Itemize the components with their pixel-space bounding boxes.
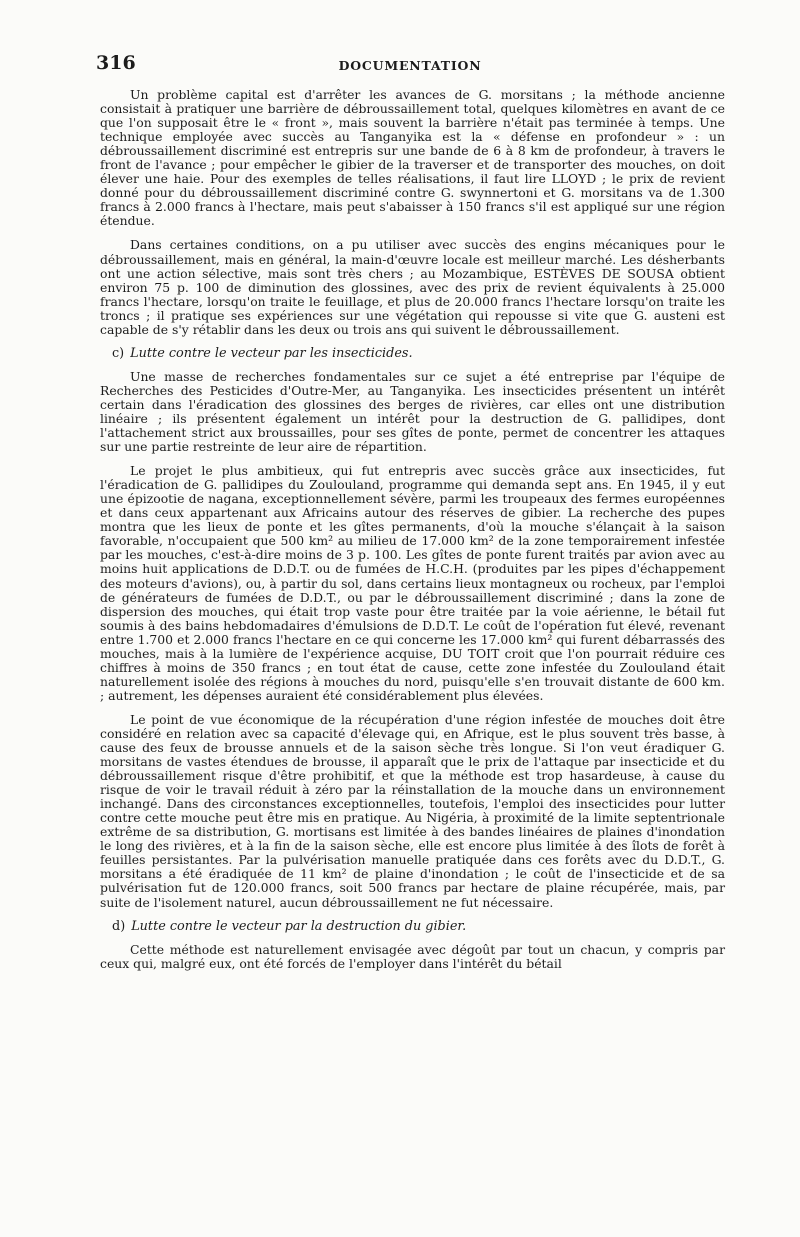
paragraph: Dans certaines conditions, on a pu utiliser avec succès des engins mécaniques pour le débroussaillement, mais en général, la main-d'œuvre locale est meilleur marché. Les désherbants ont une action sélective, mais sont très chers ; au Mozambique, ESTÈVES DE SOUSA obtient environ 75 p. 100 de diminution des glossines, avec des prix de revient équivalents à 25.000 francs l'hectare, lorsqu'on traite le feuillage, et plus de 20.000 francs l'hectare lorsqu'on traite les troncs ; il pratique ses expériences sur une végétation qui repousse si vite que G. austeni est capable de s'y rétablir dans les deux ou trois ans qui suivent le débroussaillement. bbox=[100, 237, 725, 337]
section-heading bbox=[112, 347, 725, 361]
section-title: Lutte contre le vecteur par les insecticides. bbox=[130, 345, 413, 361]
running-title: DOCUMENTATION bbox=[338, 58, 482, 73]
page-header bbox=[96, 52, 724, 78]
paragraph: Le point de vue économique de la récupération d'une région infestée de mouches doit être considéré en relation avec sa capacité d'élevage qui, en Afrique, est le plus souvent très basse, à cause des feux de brousse annuels et de la saison sèche très longue. Si l'on veut éradiquer G. morsitans de vastes étendues de brousse, il apparaît que le prix de l'attaque par insecticide et du débroussaillement risque d'être prohibitif, et que la méthode est trop hasardeuse, à cause du risque de voir le travail réduit à zéro par la réinstallation de la mouche dans un environnement inchangé. Dans des circonstances exceptionnelles, toutefois, l'emploi des insecticides pour lutter contre cette mouche peut être mis en pratique. Au Nigéria, à proximité de la limite septentrionale extrême de sa distribution, G. mortisans est limitée à des bandes linéaires de plaines d'inondation le long des rivières, et à la fin de la saison sèche, elle est encore plus limitée à des îlots de forêt à feuilles persistantes. Par la pulvérisation manuelle pratiquée dans ces forêts avec du D.D.T., G. morsitans a été éradiquée de 11 km² de plaine d'inondation ; le coût de l'insecticide et de sa pulvérisation fut de 120.000 francs, soit 500 francs par hectare de plaine récupérée, mais, par suite de l'isolement naturel, aucun débroussaillement ne fut nécessaire. bbox=[100, 711, 725, 910]
section-label: d) bbox=[112, 918, 126, 934]
paragraph: Le projet le plus ambitieux, qui fut entrepris avec succès grâce aux insecticides, fut l'éradication de G. pallidipes du Zoulouland, programme qui demanda sept ans. En 1945, il y eut une épizootie de nagana, exceptionnellement sévère, parmi les troupeaux des fermes européennes et dans ceux appartenant aux Africains autour des réserves de gibier. La recherche des pupes montra que les lieux de ponte et les gîtes permanents, d'où la mouche s'élançait à la saison favorable, n'occupaient que 500 km² au milieu de 17.000 km² de la zone temporairement infestée par les mouches, c'est-à-dire moins de 3 p. 100. Les gîtes de ponte furent traités par avion avec au moins huit applications de D.D.T. ou de fumées de H.C.H. (produites par les pipes d'échappement des moteurs d'avions), ou, à partir du sol, dans certains lieux montagneux ou rocheux, par l'emploi de générateurs de fumées de D.D.T., ou par le débroussaillement discriminé ; dans la zone de dispersion des mouches, qui était trop vaste pour être traitée par la voie aérienne, le bétail fut soumis à des bains hebdomadaires d'émulsions de D.D.T. Le coût de l'opération fut élevé, revenant entre 1.700 et 2.000 francs l'hectare en ce qui concerne les 17.000 km² qui furent débarrassés des mouches, mais à la lumière de l'expérience acquise, DU TOIT croit que l'on pourrait réduire ces chiffres à moins de 350 francs ; en tout état de cause, cette zone infestée du Zoulouland était naturellement isolée des régions à mouches du nord, puisqu'elle s'en trouvait distante de 600 km. ; autrement, les dépenses auraient été considérablement plus élevées. bbox=[100, 463, 725, 703]
paragraph: Une masse de recherches fondamentales sur ce sujet a été entreprise par l'équipe de Recherches des Pesticides d'Outre-Mer, au Tanganyika. Les insecticides présentent un intérêt certain dans l'éradication des glossines des berges de rivières, car elles ont une distribution linéaire ; ils présentent également un intérêt pour la destruction de G. pallidipes, dont l'attachement strict aux broussailles, pour ses gîtes de ponte, permet de concentrer les attaques sur une partie restreinte de leur aire de répartition. bbox=[100, 368, 725, 455]
body-text bbox=[100, 88, 725, 971]
paragraph: Un problème capital est d'arrêter les avances de G. morsitans ; la méthode ancienne consistait à pratiquer une barrière de débroussaillement total, quelques kilomètres en avant de ce que l'on supposait être le « front », mais souvent la barrière n'était pas terminée à temps. Une technique employée avec succès au Tanganyika est la « défense en profondeur » : un débroussaillement discriminé est entrepris sur une bande de 6 à 8 km de profondeur, à travers le front de l'avance ; pour empêcher le gibier de la traverser et de transporter des mouches, on doit élever une haie. Pour des exemples de telles réalisations, il faut lire LLOYD ; le prix de revient donné pour du débroussaillement discriminé contre G. swynnertoni et G. morsitans va de 1.300 francs à 2.000 francs à l'hectare, mais peut s'abaisser à 150 francs s'il est appliqué sur une région étendue. bbox=[100, 87, 725, 229]
section-title: Lutte contre le vecteur par la destruction du gibier. bbox=[131, 918, 467, 934]
section-label: c) bbox=[112, 345, 125, 361]
paragraph: Cette méthode est naturellement envisagée avec dégoût par tout un chacun, y compris par ceux qui, malgré eux, ont été forcés de l'employer dans l'intérêt du bétail bbox=[100, 941, 725, 971]
page-number: 316 bbox=[96, 52, 136, 74]
section-heading bbox=[112, 920, 725, 934]
